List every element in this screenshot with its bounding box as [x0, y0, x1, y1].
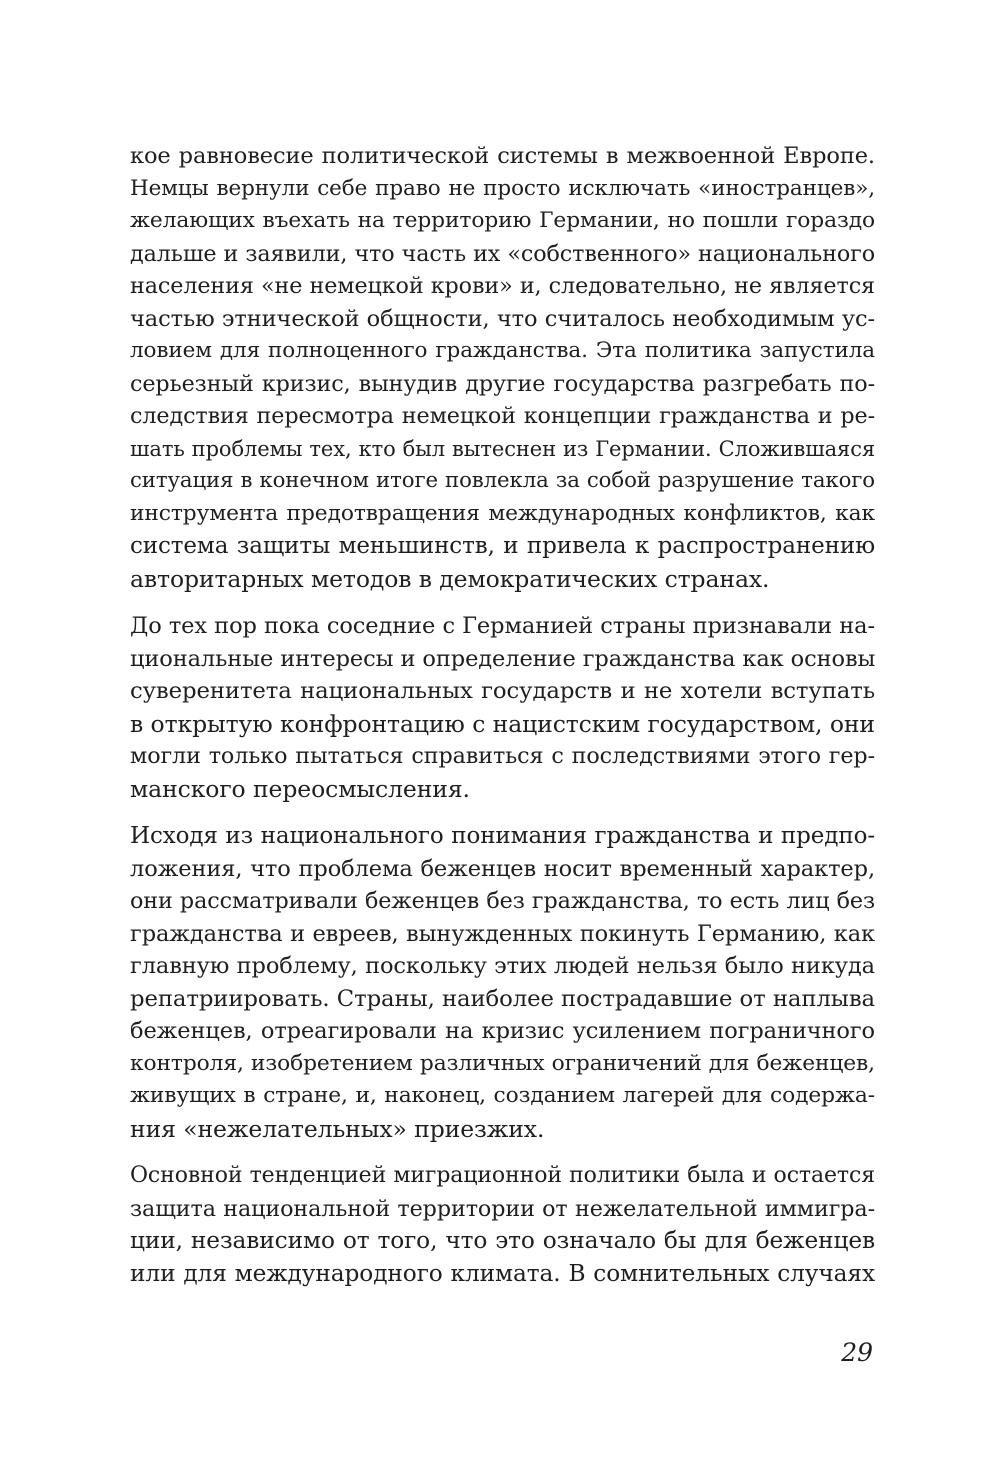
- text-line: инструмента предотвращения международных конфликтов, как: [130, 500, 875, 526]
- paragraph-2: [130, 610, 875, 805]
- text-line: главную проблему, поскольку этих людей нельзя было никуда: [130, 953, 875, 979]
- paragraph-4: [130, 1160, 875, 1290]
- paragraph-1: [130, 140, 875, 595]
- body-text: [130, 140, 875, 1290]
- text-line: следствия пересмотра немецкой концепции гражданства и ре-: [130, 403, 875, 429]
- text-line: живущих в стране, и, наконец, созданием лагерей для содержа-: [130, 1083, 875, 1108]
- text-line: серьезный кризис, вынудив другие государства разгребать по-: [130, 370, 875, 397]
- text-line: система защиты меньшинств, и привела к распространению: [130, 533, 875, 559]
- text-line: в открытую конфронтацию с нацистским государством, они: [130, 709, 875, 738]
- text-line: частью этнической общности, что считалось необходимым ус-: [130, 305, 875, 332]
- paragraph-3: [130, 820, 875, 1145]
- text-line: суверенитета национальных государств и не хотели вступать: [130, 678, 875, 704]
- text-line: Немцы вернули себе право не просто исключать «иностранцев»,: [130, 175, 875, 201]
- text-line: контроля, изобретением различных ограничений для беженцев,: [130, 1050, 875, 1076]
- text-line: могли только пытаться справиться с последствиями этого гер-: [130, 743, 875, 769]
- text-line: циональные интересы и определение гражданства как основы: [130, 645, 876, 672]
- text-line: ния «нежелательных» приезжих.: [130, 1114, 545, 1143]
- text-line: шать проблемы тех, кто был вытеснен из Германии. Сложившаяся: [130, 436, 875, 461]
- text-line: репатриировать. Страны, наиболее пострадавшие от наплыва: [130, 985, 875, 1012]
- text-line: ловием для полноценного гражданства. Эта политика запустила: [130, 338, 875, 363]
- text-line: До тех пор пока соседние с Германией страны признавали на-: [130, 613, 875, 639]
- text-line: Исходя из национального понимания гражданства и предпо-: [130, 823, 875, 849]
- text-line: гражданства и евреев, вынужденных покинуть Германию, как: [130, 920, 875, 947]
- text-line: ции, независимо от того, что это означало бы для беженцев: [130, 1227, 875, 1254]
- text-line: Основной тенденцией миграционной политики была и остается: [130, 1163, 875, 1188]
- text-line: населения «не немецкой крови» и, следовательно, не является: [130, 273, 875, 299]
- text-line: беженцев, отреагировали на кризис усилением пограничного: [130, 1018, 875, 1044]
- text-line: они рассматривали беженцев без гражданства, то есть лиц без: [130, 888, 875, 914]
- text-line: желающих въехать на территорию Германии, но пошли гораздо: [130, 208, 875, 233]
- text-line: или для международного климата. В сомнительных случаях: [130, 1259, 875, 1287]
- page-number: 29: [841, 1338, 873, 1367]
- text-line: защита национальной территории от нежелательной иммигра-: [130, 1195, 875, 1222]
- text-line: дальше и заявили, что часть их «собственного» национального: [130, 240, 875, 267]
- text-line: ложения, что проблема беженцев носит временный характер,: [130, 855, 875, 882]
- text-line: кое равновесие политической системы в межвоенной Европе.: [130, 143, 875, 169]
- text-line: авторитарных методов в демократических странах.: [130, 564, 770, 593]
- text-line: ситуация в конечном итоге повлекла за собой разрушение такого: [130, 468, 875, 493]
- text-line: манского переосмысления.: [130, 774, 470, 803]
